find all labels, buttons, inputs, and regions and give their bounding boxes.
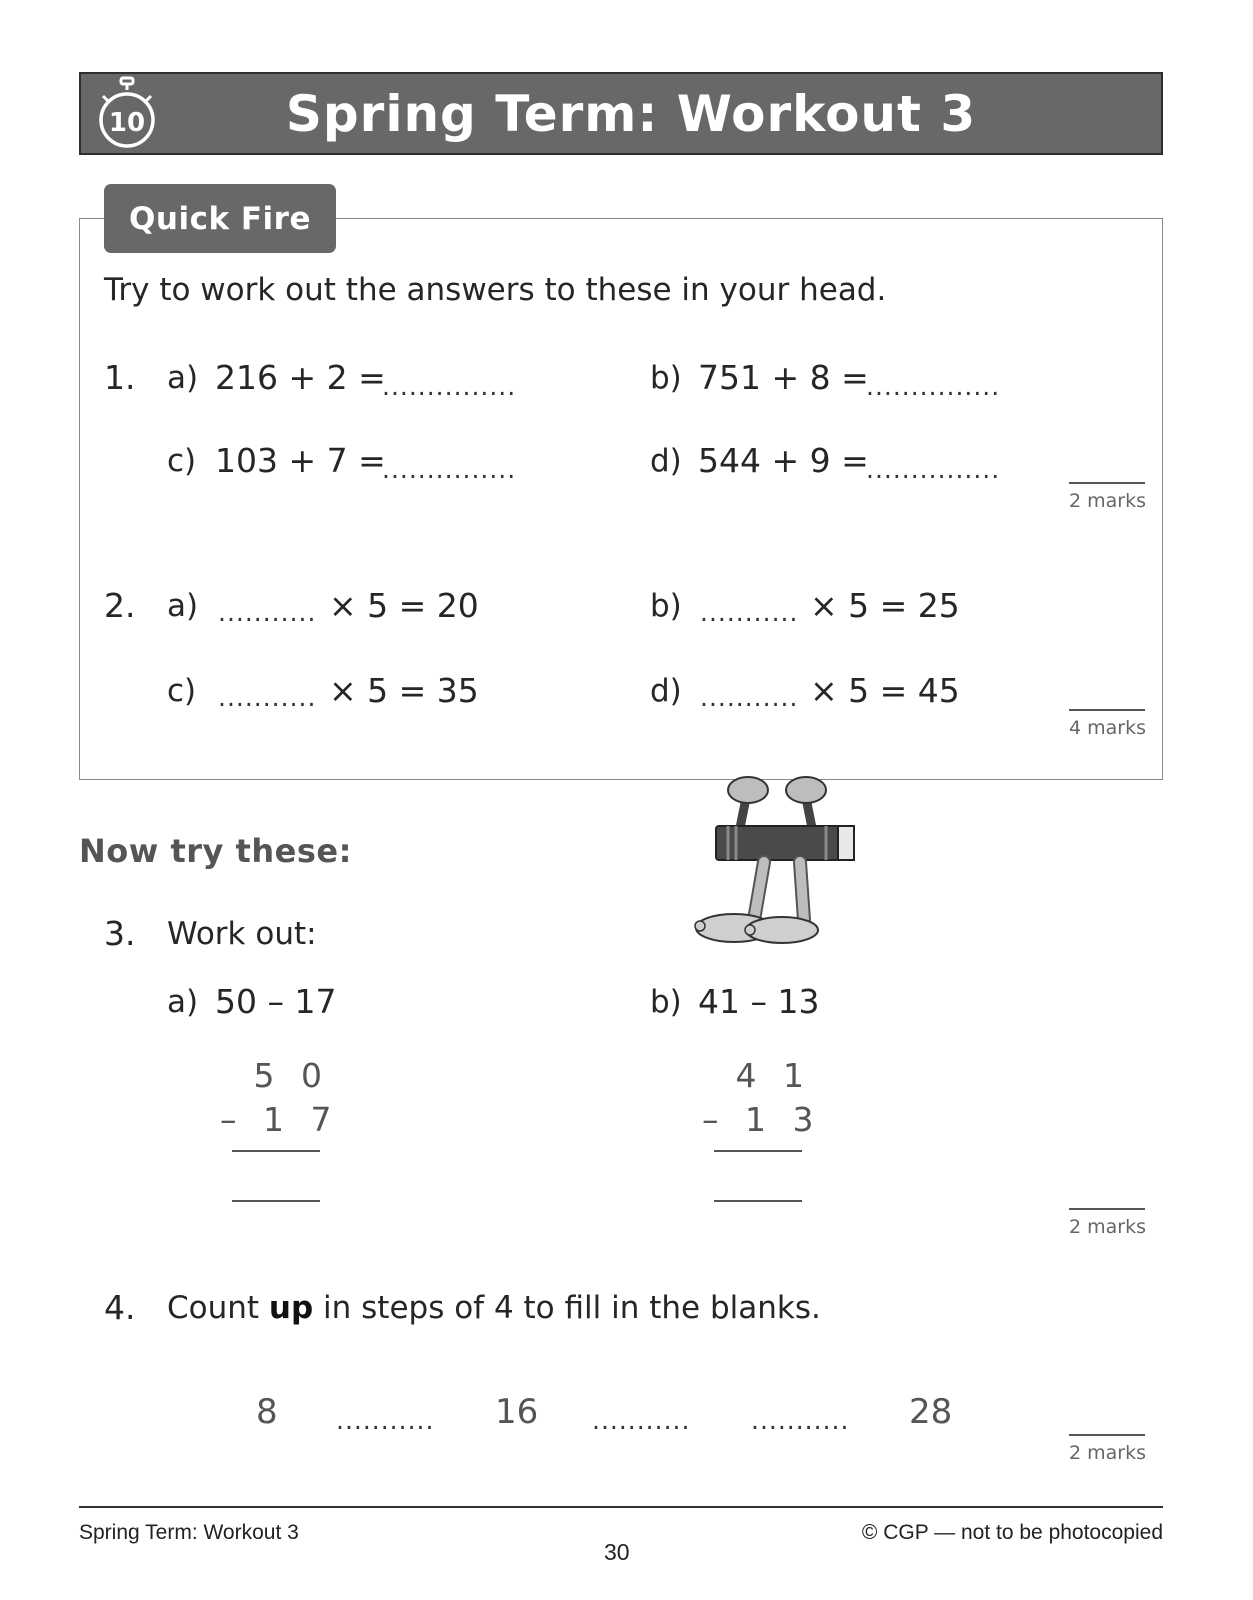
q3-prompt: Work out:	[167, 916, 317, 952]
q1c-expression: 103 + 7 =	[215, 441, 386, 480]
page-title: Spring Term: Workout 3	[285, 84, 977, 143]
q3b-column-bottom: – 1 3	[702, 1100, 822, 1139]
q1c-label: c)	[167, 443, 197, 479]
q3b-expression: 41 – 13	[698, 982, 820, 1021]
q2c-expression: × 5 = 35	[329, 671, 479, 710]
sequence-blank-5[interactable]: ...........	[751, 1406, 850, 1435]
q1d-answer-blank[interactable]: ...............	[866, 455, 1001, 484]
q1-marks-line	[1069, 482, 1145, 484]
q2b-label: b)	[650, 588, 682, 624]
quick-fire-tab: Quick Fire	[104, 184, 336, 253]
footer-rule	[79, 1506, 1163, 1508]
question-number-4: 4.	[104, 1288, 136, 1327]
q3b-column-rule	[714, 1150, 802, 1152]
sequence-blank-4[interactable]: ...........	[592, 1406, 691, 1435]
q2b-expression: × 5 = 25	[810, 586, 960, 625]
q2-marks-line	[1069, 709, 1145, 711]
timer-minutes: 10	[108, 108, 146, 138]
now-try-heading: Now try these:	[79, 832, 352, 870]
q4-prompt-bold: up	[268, 1290, 314, 1326]
q3a-column-rule	[232, 1150, 320, 1152]
q3a-column-bottom: – 1 7	[220, 1100, 340, 1139]
q4-prompt-before: Count	[167, 1290, 269, 1326]
q1d-expression: 544 + 9 =	[698, 441, 869, 480]
q1c-answer-blank[interactable]: ...............	[382, 455, 517, 484]
sequence-term-1: 8	[256, 1392, 278, 1432]
q2d-label: d)	[650, 673, 682, 709]
title-banner	[79, 72, 1163, 155]
footer-copyright: © CGP — not to be photocopied	[861, 1521, 1163, 1544]
q2a-expression: × 5 = 20	[329, 586, 479, 625]
question-number-3: 3.	[104, 914, 136, 953]
quick-fire-instruction: Try to work out the answers to these in your head.	[104, 272, 887, 308]
book-lifting-feet-illustration	[688, 770, 868, 960]
q3b-answer-line[interactable]	[714, 1200, 802, 1202]
q2a-label: a)	[167, 588, 199, 624]
sequence-term-3: 16	[495, 1392, 539, 1432]
q4-prompt	[167, 1290, 821, 1326]
q1d-label: d)	[650, 443, 682, 479]
q1a-expression: 216 + 2 =	[215, 358, 386, 397]
q3a-label: a)	[167, 984, 199, 1020]
q1a-label: a)	[167, 360, 199, 396]
q2d-answer-blank[interactable]: ...........	[700, 683, 799, 712]
footer-left-text: Spring Term: Workout 3	[79, 1521, 299, 1544]
q3b-label: b)	[650, 984, 682, 1020]
sequence-blank-2[interactable]: ...........	[336, 1406, 435, 1435]
q2b-answer-blank[interactable]: ...........	[700, 598, 799, 627]
q3a-expression: 50 – 17	[215, 982, 337, 1021]
q3-marks: 2 marks	[1069, 1216, 1146, 1238]
q2c-label: c)	[167, 673, 197, 709]
page-number: 30	[604, 1539, 630, 1565]
q3a-column-top: 5 0	[253, 1056, 330, 1095]
q1-marks: 2 marks	[1069, 490, 1146, 512]
q4-prompt-after: in steps of 4 to fill in the blanks.	[313, 1290, 821, 1326]
q1b-label: b)	[650, 360, 682, 396]
q3b-column-top: 4 1	[735, 1056, 812, 1095]
q1b-answer-blank[interactable]: ...............	[866, 372, 1001, 401]
q3-marks-line	[1069, 1208, 1145, 1210]
q2a-answer-blank[interactable]: ...........	[218, 598, 317, 627]
question-number-2: 2.	[104, 586, 136, 625]
q2c-answer-blank[interactable]: ...........	[218, 683, 317, 712]
question-number-1: 1.	[104, 358, 136, 397]
q1a-answer-blank[interactable]: ...............	[382, 372, 517, 401]
q4-marks-line	[1069, 1434, 1145, 1436]
q2-marks: 4 marks	[1069, 717, 1146, 739]
q3a-answer-line[interactable]	[232, 1200, 320, 1202]
q4-marks: 2 marks	[1069, 1442, 1146, 1464]
sequence-term-6: 28	[909, 1392, 953, 1432]
q2d-expression: × 5 = 45	[810, 671, 960, 710]
q1b-expression: 751 + 8 =	[698, 358, 869, 397]
